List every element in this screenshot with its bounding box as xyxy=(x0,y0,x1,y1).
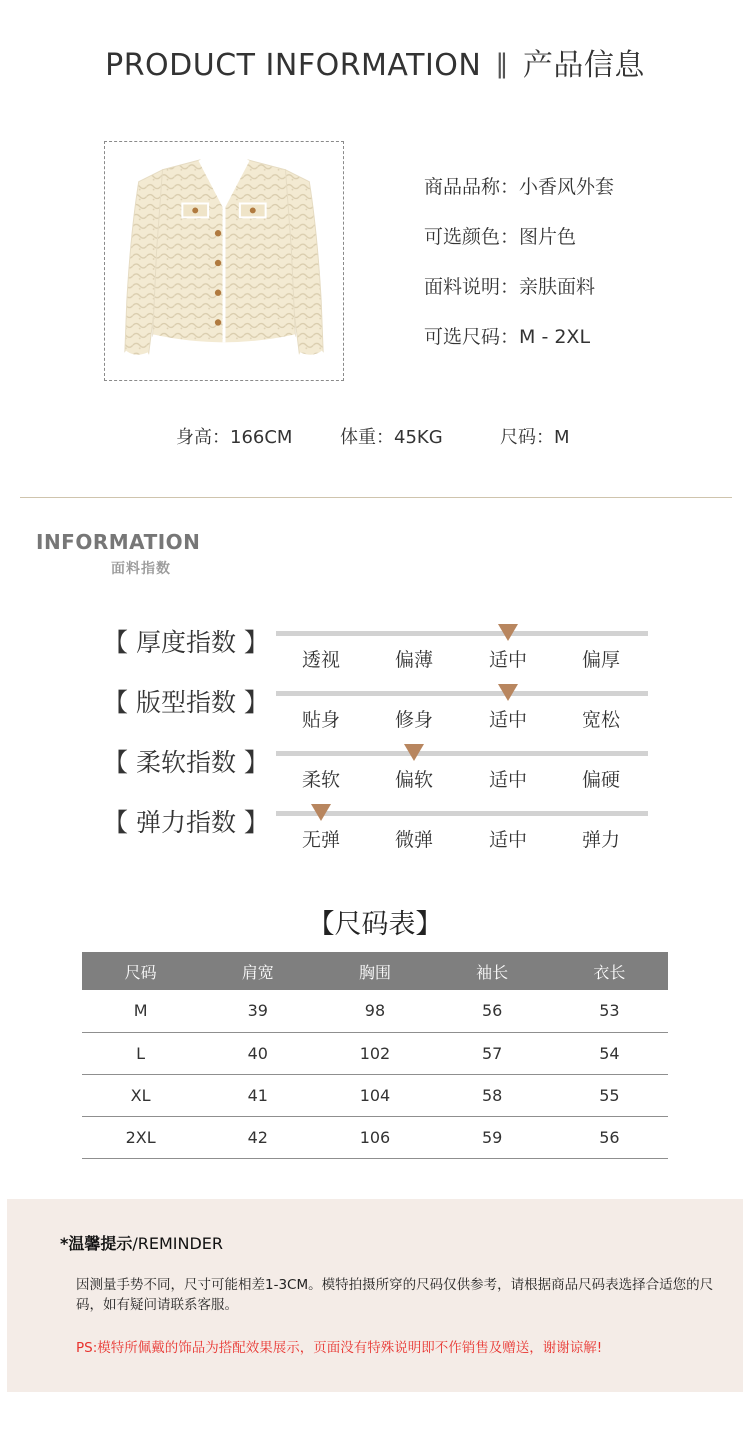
table-cell: 59 xyxy=(434,1116,551,1158)
index-label: 【 版型指数 】 xyxy=(103,688,269,717)
model-weight: 体重：45KG xyxy=(340,427,443,448)
table-cell: 104 xyxy=(316,1074,433,1116)
spec-color: 可选颜色：图片色 xyxy=(424,226,577,248)
index-option: 无弹 xyxy=(301,829,341,851)
index-marker-icon xyxy=(404,744,424,761)
table-cell: 40 xyxy=(199,1032,316,1074)
table-cell: 39 xyxy=(199,990,316,1032)
table-cell: 53 xyxy=(551,990,668,1032)
table-cell: 2XL xyxy=(82,1116,199,1158)
index-option: 透视 xyxy=(301,649,341,671)
index-option: 适中 xyxy=(488,709,528,731)
table-cell: M xyxy=(82,990,199,1032)
index-track xyxy=(276,811,648,816)
product-specs xyxy=(424,174,614,374)
index-track xyxy=(276,691,648,696)
index-option: 贴身 xyxy=(301,709,341,731)
index-option: 柔软 xyxy=(301,769,341,791)
size-chart-header-row xyxy=(82,952,668,990)
header-shoulder: 肩宽 xyxy=(199,952,316,990)
table-cell: 56 xyxy=(434,990,551,1032)
index-option: 修身 xyxy=(394,709,434,731)
reminder-title: *温馨提示/REMINDER xyxy=(60,1234,224,1253)
index-option: 适中 xyxy=(488,829,528,851)
table-cell: 54 xyxy=(551,1032,668,1074)
spec-name: 商品品称：小香风外套 xyxy=(424,176,615,198)
index-label: 【 弹力指数 】 xyxy=(103,808,269,837)
title-cn: 产品信息 xyxy=(522,48,645,83)
table-cell: 41 xyxy=(199,1074,316,1116)
index-option: 偏硬 xyxy=(581,769,621,791)
table-cell: 58 xyxy=(434,1074,551,1116)
reminder-box xyxy=(7,1199,743,1392)
table-cell: 42 xyxy=(199,1116,316,1158)
product-image xyxy=(104,141,344,381)
cardigan-jacket-illustration xyxy=(105,142,343,380)
header-size: 尺码 xyxy=(82,952,199,990)
index-option: 宽松 xyxy=(581,709,621,731)
table-row xyxy=(82,1116,668,1158)
index-option: 适中 xyxy=(488,649,528,671)
index-option: 偏软 xyxy=(394,769,434,791)
spec-sizes: 可选尺码：M - 2XL xyxy=(424,326,591,348)
index-option: 适中 xyxy=(488,769,528,791)
table-cell: 98 xyxy=(316,990,433,1032)
index-label: 【 厚度指数 】 xyxy=(103,628,269,657)
spec-fabric: 面料说明：亲肤面料 xyxy=(424,276,596,298)
size-chart-title: 【尺码表】 xyxy=(307,909,443,940)
table-row xyxy=(82,1074,668,1116)
index-track xyxy=(276,751,648,756)
section-divider xyxy=(20,497,732,498)
table-cell: 57 xyxy=(434,1032,551,1074)
page-title xyxy=(0,40,750,84)
table-cell: 55 xyxy=(551,1074,668,1116)
table-row xyxy=(82,1032,668,1074)
index-track xyxy=(276,631,648,636)
information-heading: INFORMATION xyxy=(36,530,201,554)
index-row xyxy=(0,803,750,863)
index-marker-icon xyxy=(498,624,518,641)
index-option: 偏薄 xyxy=(394,649,434,671)
index-marker-icon xyxy=(311,804,331,821)
index-option: 偏厚 xyxy=(581,649,621,671)
size-chart-table xyxy=(82,952,668,1159)
title-separator: ‖ xyxy=(495,49,509,79)
index-row xyxy=(0,623,750,683)
index-option: 弹力 xyxy=(581,829,621,851)
header-sleeve: 袖长 xyxy=(434,952,551,990)
table-cell: 102 xyxy=(316,1032,433,1074)
header-length: 衣长 xyxy=(551,952,668,990)
reminder-ps: PS:模特所佩戴的饰品为搭配效果展示，页面没有特殊说明即不作销售及赠送，谢谢谅解! xyxy=(76,1340,603,1356)
table-cell: L xyxy=(82,1032,199,1074)
index-label: 【 柔软指数 】 xyxy=(103,748,269,777)
table-row xyxy=(82,990,668,1032)
index-row xyxy=(0,743,750,803)
model-size: 尺码：M xyxy=(500,427,570,448)
model-height: 身高：166CM xyxy=(176,427,293,448)
index-row xyxy=(0,683,750,743)
index-option: 微弹 xyxy=(394,829,434,851)
header-chest: 胸围 xyxy=(316,952,433,990)
reminder-body: 因测量手势不同，尺寸可能相差1-3CM。模特拍摄所穿的尺码仅供参考，请根据商品尺码表选择合适您的尺码，如有疑问请联系客服。 xyxy=(76,1277,714,1313)
table-cell: 106 xyxy=(316,1116,433,1158)
information-subheading: 面料指数 xyxy=(111,561,171,577)
title-en: PRODUCT INFORMATION xyxy=(105,48,482,83)
table-cell: 56 xyxy=(551,1116,668,1158)
table-cell: XL xyxy=(82,1074,199,1116)
index-marker-icon xyxy=(498,684,518,701)
